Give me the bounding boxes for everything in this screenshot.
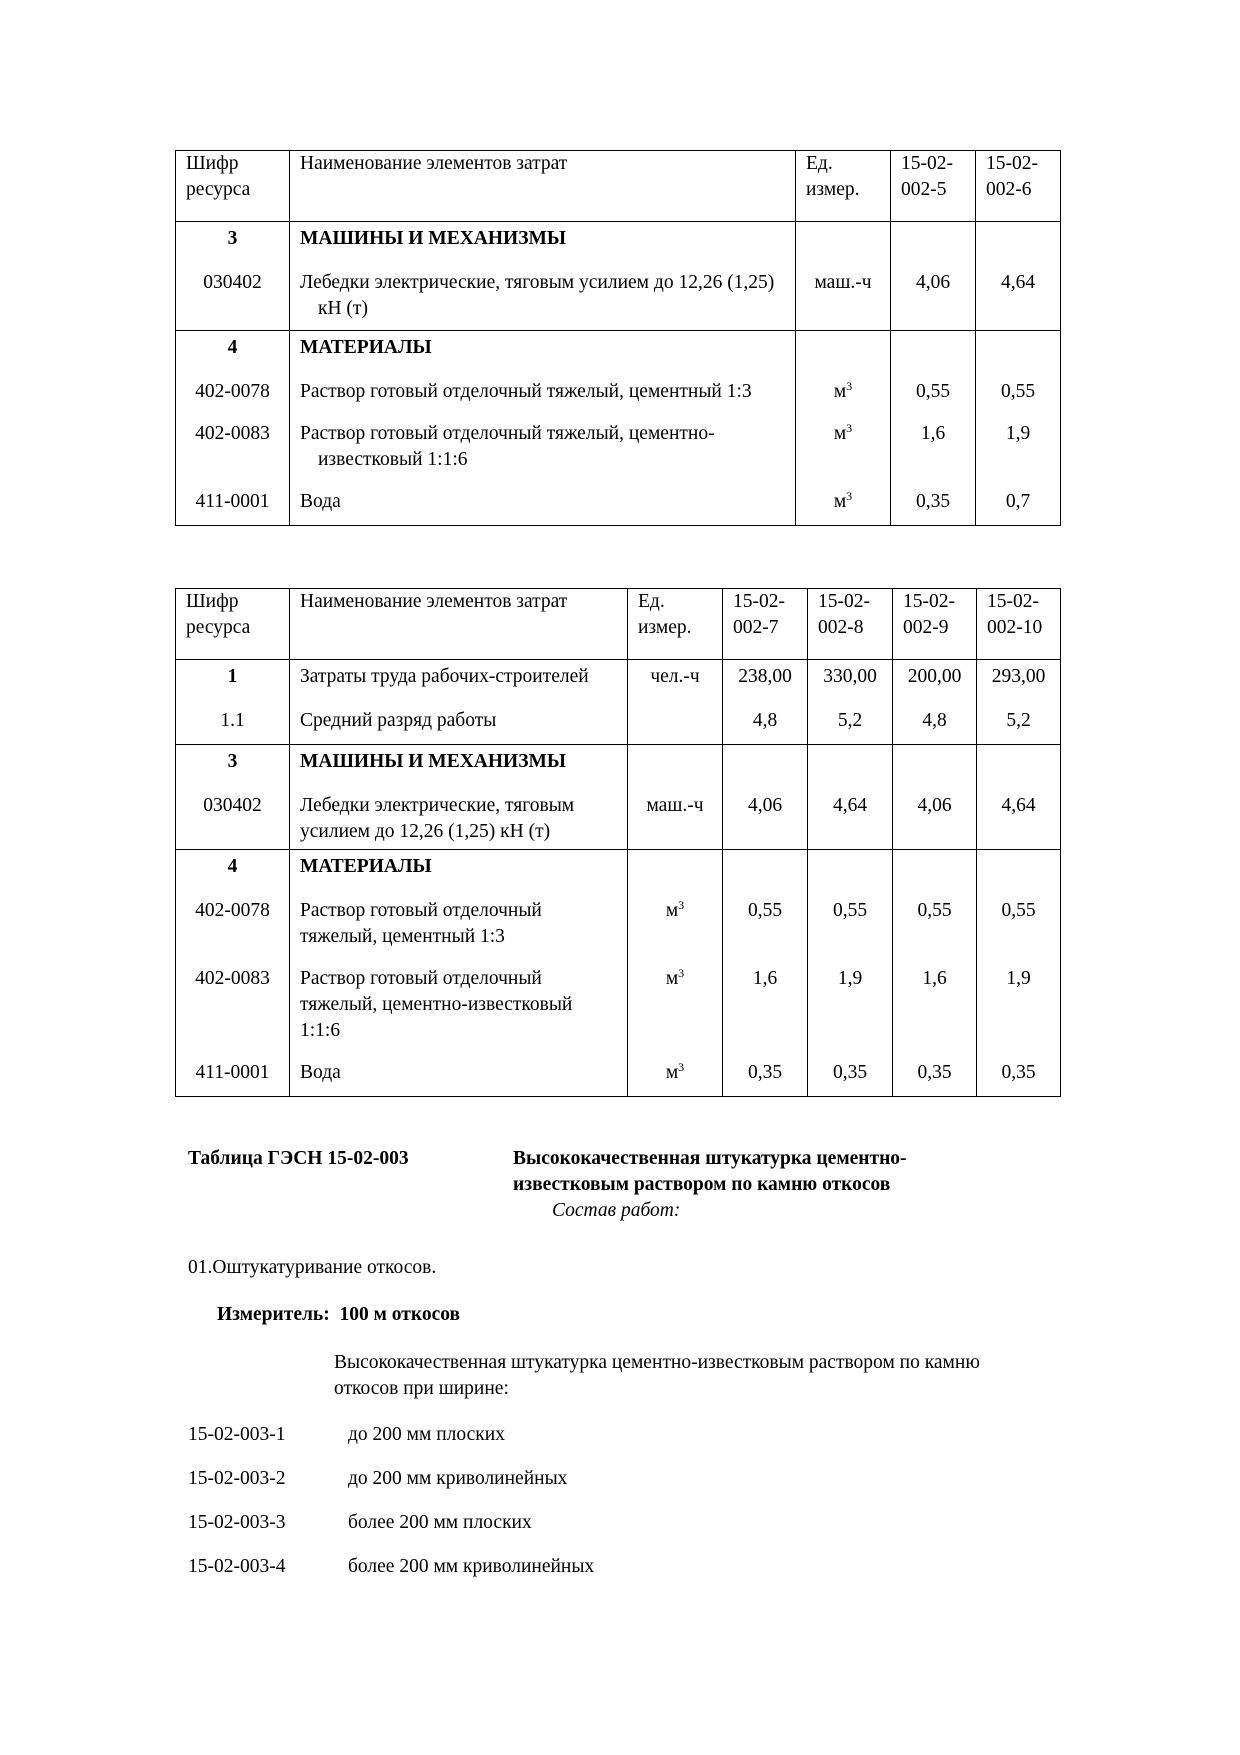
section-title: Высококачественная штукатурка цементно-известковым раствором по камню откосов [513, 1148, 907, 1195]
table-label: Таблица ГЭСН 15-02-003 [188, 1148, 409, 1169]
cell-unit: $м^3$ [796, 367, 891, 409]
cell-value: 0,35 [808, 1048, 893, 1097]
cell-name: Раствор готовый отделочный тяжелый, цементный 1:3 [290, 886, 628, 954]
table-header [176, 589, 1061, 660]
work-composition-title: Состав работ: [552, 1200, 681, 1221]
cell-value [891, 331, 976, 368]
header-col: 15-02- 002-8 [808, 589, 893, 660]
cell-value: 0,35 [893, 1048, 977, 1097]
cell-code: 1.1 [176, 696, 290, 745]
table-row [176, 477, 1061, 526]
header-code: Шифр ресурса [176, 151, 290, 222]
cell-value: 0,55 [891, 367, 976, 409]
cell-unit: $м^3$ [628, 1048, 723, 1097]
cell-value: 0,35 [723, 1048, 808, 1097]
section-row [176, 222, 1061, 259]
cell-value: 4,8 [893, 696, 977, 745]
list-item-code: 15-02-003-2 [188, 1468, 286, 1489]
cell-unit [628, 696, 723, 745]
table-row [176, 696, 1061, 745]
cell-unit [796, 331, 891, 368]
cell-value: 4,8 [723, 696, 808, 745]
cell-value: 293,00 [977, 660, 1061, 697]
intro-text: Высококачественная штукатурка цементно-известковым раствором по камню откосов при ширине: [334, 1352, 980, 1399]
cell-name: Раствор готовый отделочный тяжелый, цементно-известковый 1:1:6 [290, 954, 628, 1048]
cell-code: 402-0078 [176, 367, 290, 409]
list-item-text: более 200 мм криволинейных [348, 1556, 595, 1577]
cell-value: 200,00 [893, 660, 977, 697]
cell-value: 4,06 [893, 781, 977, 850]
header-code: Шифр ресурса [176, 589, 290, 660]
cell-code: 030402 [176, 781, 290, 850]
cell-name: Средний разряд работы [290, 696, 628, 745]
cell-value: 4,64 [977, 781, 1061, 850]
header-name: Наименование элементов затрат [290, 151, 796, 222]
cell-code: 402-0083 [176, 409, 290, 477]
list-item-text: до 200 мм плоских [348, 1424, 505, 1445]
meter-label: Измеритель: [217, 1304, 330, 1325]
cell-value: 0,55 [723, 886, 808, 954]
work-item: 01.Оштукатуривание откосов. [188, 1257, 437, 1278]
cell-value: 4,64 [808, 781, 893, 850]
cell-value: 0,55 [893, 886, 977, 954]
cell-unit: $м^3$ [628, 886, 723, 954]
header-name: Наименование элементов затрат [290, 589, 628, 660]
cell-name: Лебедки электрические, тяговым усилием до 12,26 (1,25) кН (т) [290, 781, 628, 850]
meter-value: 100 м откосов [339, 1304, 461, 1325]
cell-value: 0,35 [891, 477, 976, 526]
list-item-code: 15-02-003-3 [188, 1512, 286, 1533]
cell-name: Вода [290, 1048, 628, 1097]
section-row [176, 850, 1061, 887]
list-item-code: 15-02-003-1 [188, 1424, 286, 1445]
meter-line [217, 1302, 460, 1328]
cell-code: 4 [176, 331, 290, 368]
table-row [176, 258, 1061, 326]
cell-value: 1,9 [977, 954, 1061, 1048]
cell-value: 0,35 [977, 1048, 1061, 1097]
table-row [176, 781, 1061, 850]
cell-value: 1,6 [891, 409, 976, 477]
header-col: 15-02- 002-7 [723, 589, 808, 660]
cell-code: 411-0001 [176, 1048, 290, 1097]
cell-value: 0,55 [808, 886, 893, 954]
cell-unit: $м^3$ [796, 409, 891, 477]
cell-unit: $м^3$ [628, 954, 723, 1048]
header-unit: Ед. измер. [628, 589, 723, 660]
table-row [176, 1048, 1061, 1097]
cell-value: 1,9 [808, 954, 893, 1048]
cell-unit: маш.-ч [628, 781, 723, 850]
header-col: 15-02- 002-6 [976, 151, 1061, 222]
cell-name: МАШИНЫ И МЕХАНИЗМЫ [290, 745, 628, 782]
list-item-text: более 200 мм плоских [348, 1512, 532, 1533]
cell-unit [796, 222, 891, 259]
cell-value: 5,2 [808, 696, 893, 745]
cell-unit: $м^3$ [796, 477, 891, 526]
table-row [176, 954, 1061, 1048]
cell-unit: чел.-ч [628, 660, 723, 697]
cell-value: 330,00 [808, 660, 893, 697]
section-row [176, 745, 1061, 782]
cell-code: 4 [176, 850, 290, 887]
cell-value: 238,00 [723, 660, 808, 697]
cell-value: 4,64 [976, 258, 1061, 326]
cell-value: 1,9 [976, 409, 1061, 477]
cell-value: 1,6 [893, 954, 977, 1048]
cell-name: Затраты труда рабочих-строителей [290, 660, 628, 697]
norms-table-1 [175, 150, 1061, 526]
cell-code: 3 [176, 222, 290, 259]
cell-code: 030402 [176, 258, 290, 326]
header-col: 15-02- 002-5 [891, 151, 976, 222]
cell-name: МАТЕРИАЛЫ [290, 331, 796, 368]
section-row [176, 331, 1061, 368]
norms-table-2 [175, 588, 1061, 1097]
cell-code: 402-0083 [176, 954, 290, 1048]
cell-name: Раствор готовый отделочный тяжелый, цементный 1:3 [290, 367, 796, 409]
list-item-text: до 200 мм криволинейных [348, 1468, 568, 1489]
table-header [176, 151, 1061, 222]
cell-value: 0,7 [976, 477, 1061, 526]
list-item-code: 15-02-003-4 [188, 1556, 286, 1577]
cell-value: 0,55 [976, 367, 1061, 409]
cell-code: 1 [176, 660, 290, 697]
cell-unit: маш.-ч [796, 258, 891, 326]
cell-value: 4,06 [891, 258, 976, 326]
cell-value [891, 222, 976, 259]
cell-code: 411-0001 [176, 477, 290, 526]
cell-name: МАТЕРИАЛЫ [290, 850, 628, 887]
cell-name: МАШИНЫ И МЕХАНИЗМЫ [290, 222, 796, 259]
table-row [176, 660, 1061, 697]
header-col: 15-02- 002-9 [893, 589, 977, 660]
header-col: 15-02- 002-10 [977, 589, 1061, 660]
table-row [176, 367, 1061, 409]
cell-value: 5,2 [977, 696, 1061, 745]
cell-value: 4,06 [723, 781, 808, 850]
cell-name: Лебедки электрические, тяговым усилием до 12,26 (1,25) кН (т) [290, 258, 796, 326]
table-row [176, 886, 1061, 954]
cell-code: 3 [176, 745, 290, 782]
cell-value: 1,6 [723, 954, 808, 1048]
header-unit: Ед. измер. [796, 151, 891, 222]
cell-name: Раствор готовый отделочный тяжелый, цементно-известковый 1:1:6 [290, 409, 796, 477]
table-row [176, 409, 1061, 477]
cell-value [976, 331, 1061, 368]
cell-code: 402-0078 [176, 886, 290, 954]
cell-value [976, 222, 1061, 259]
cell-value: 0,55 [977, 886, 1061, 954]
cell-name: Вода [290, 477, 796, 526]
